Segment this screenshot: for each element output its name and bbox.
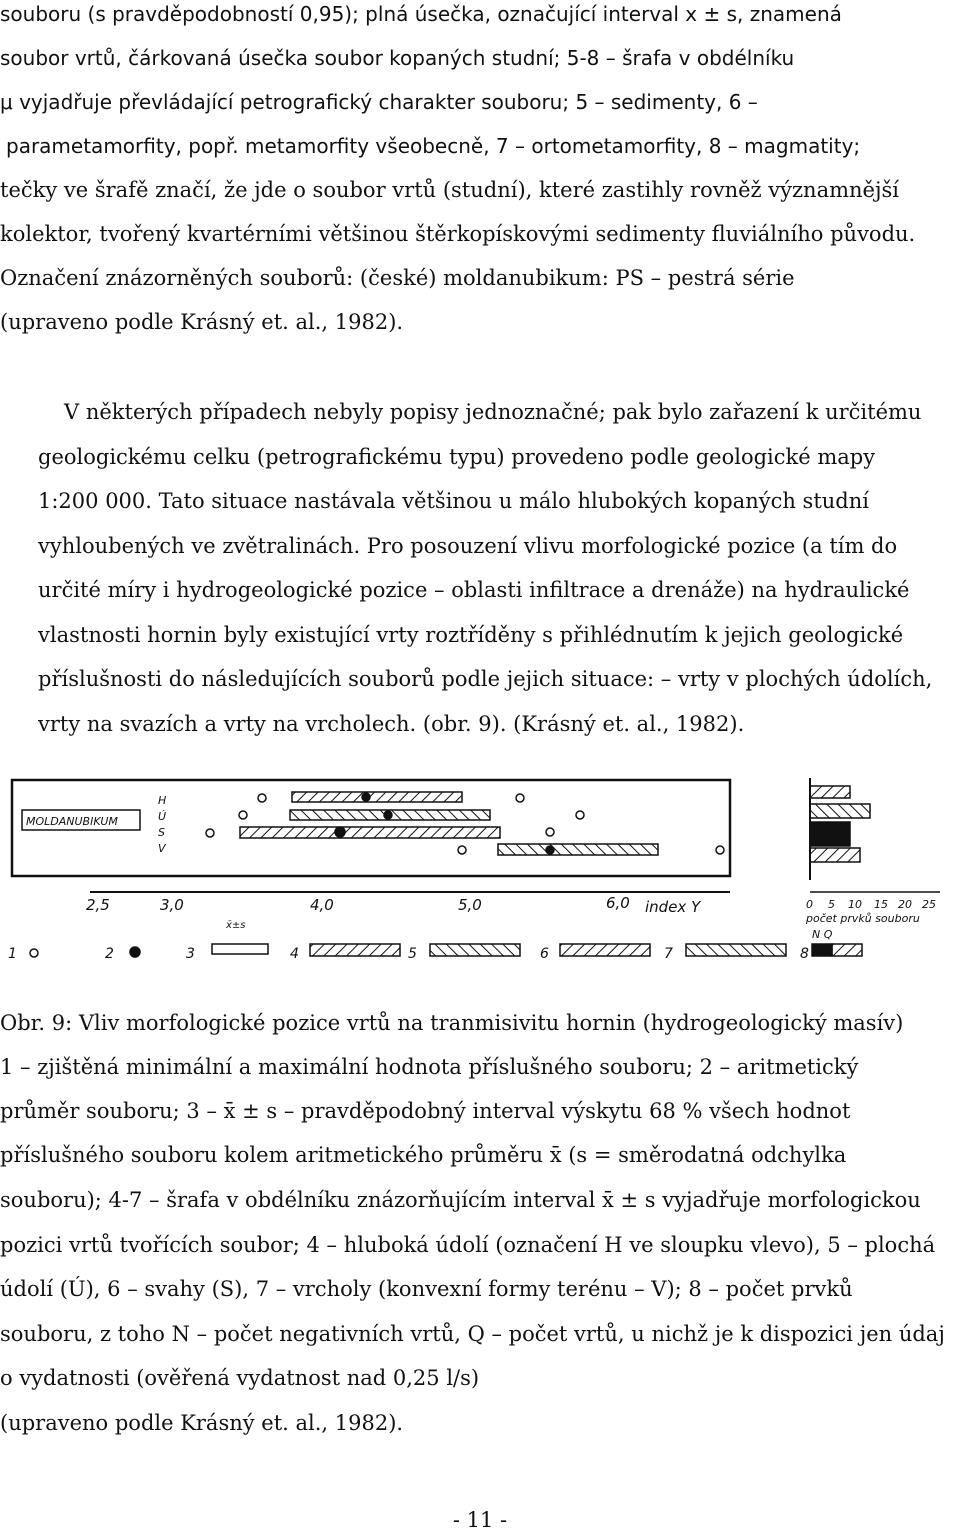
text-line <box>0 1364 479 1392</box>
count-legend: N Q <box>812 928 833 941</box>
line-text: příslušnosti do následujících souborů podle jejich situace: – vrty v plochých údolích, <box>38 667 933 691</box>
text-line <box>38 710 744 738</box>
row-u <box>239 810 584 820</box>
count-label: počet prvků souboru <box>806 912 920 925</box>
unit-label: MOLDANUBIKUM <box>26 815 118 828</box>
line-text: souboru); 4-7 – šrafa v obdélníku znázorňujícím interval x̄ ± s vyjadřuje morfologickou <box>0 1188 921 1212</box>
legend-number: 8 <box>800 946 809 962</box>
legend-number: 2 <box>105 946 114 962</box>
text-line <box>0 308 403 336</box>
line-text: o vydatnosti (ověřená vydatnost nad 0,25 l/s) <box>0 1366 480 1390</box>
text-line <box>0 1275 853 1303</box>
line-text: pozici vrtů tvořících soubor; 4 – hluboká údolí (označení H ve sloupku vlevo), 5 – plochá <box>0 1233 936 1257</box>
legend-number: 5 <box>408 946 417 962</box>
text-line <box>6 132 860 160</box>
tick-label: 2,5 <box>86 896 110 914</box>
line-text: Označení znázorněných souborů: (české) moldanubikum: PS – pestrá série <box>0 266 795 290</box>
line-text: 1:200 000. Tato situace nastávala většinou u málo hlubokých kopaných studní <box>38 489 869 513</box>
text-line <box>0 176 899 204</box>
line-text: příslušného souboru kolem aritmetického průměru x̄ (s = směrodatná odchylka <box>0 1143 847 1167</box>
text-line <box>38 621 903 649</box>
line-text: vrty na svazích a vrty na vrcholech. (obr. 9). (Krásný et. al., 1982). <box>38 712 745 736</box>
text-line <box>0 88 758 116</box>
figure-9-diagram <box>0 770 960 970</box>
text-line <box>0 1409 403 1437</box>
text-line <box>0 1231 935 1259</box>
text-line <box>0 264 795 292</box>
axis-label: index Y <box>645 898 701 916</box>
text-line <box>38 665 932 693</box>
figure-caption-title <box>0 1009 903 1037</box>
text-line <box>0 220 915 248</box>
count-tick: 5 <box>828 898 835 911</box>
line-text: (upraveno podle Krásný et. al., 1982). <box>0 310 404 334</box>
line-text: souboru, z toho N – počet negativních vrtů, Q – počet vrtů, u nichž je k dispozici jen údaj <box>0 1322 945 1346</box>
text-line <box>64 398 921 426</box>
line-text: průměr souboru; 3 – x̄ ± s – pravděpodobný interval výskytu 68 % všech hodnot <box>0 1099 851 1123</box>
row-s <box>206 827 554 838</box>
legend-number: 6 <box>540 946 549 962</box>
row-v <box>458 844 724 855</box>
side-letter-s: S <box>158 826 165 839</box>
count-histogram <box>810 778 870 880</box>
text-line <box>0 44 794 72</box>
line-text: soubor vrtů, čárkovaná úsečka soubor kopaných studní; 5-8 – šrafa v obdélníku <box>0 46 795 70</box>
text-line <box>38 576 909 604</box>
count-tick: 10 <box>848 898 862 911</box>
tick-label: 4,0 <box>310 896 334 914</box>
line-text: určité míry i hydrogeologické pozice – oblasti infiltrace a drenáže) na hydraulické <box>38 578 910 602</box>
line-text: vlastnosti hornin byly existující vrty roztříděny s přihlédnutím k jejich geologické <box>38 623 904 647</box>
line-text: (upraveno podle Krásný et. al., 1982). <box>0 1411 404 1435</box>
tick-label: 3,0 <box>160 896 184 914</box>
line-text: vyhloubených ve zvětralinách. Pro posouzení vlivu morfologické pozice (a tím do <box>38 534 898 558</box>
legend <box>8 920 862 962</box>
legend-interval: x̄±s <box>226 920 246 931</box>
text-line <box>38 532 897 560</box>
tick-label: 6,0 <box>606 894 630 912</box>
line-text: V některých případech nebyly popisy jednoznačné; pak bylo zařazení k určitému <box>64 400 922 424</box>
count-tick: 25 <box>922 898 936 911</box>
line-text: parametamorfity, popř. metamorfity všeobecně, 7 – ortometamorfity, 8 – magmatity; <box>6 134 861 158</box>
count-tick: 15 <box>874 898 888 911</box>
legend-number: 1 <box>8 946 17 962</box>
legend-number: 7 <box>664 946 673 962</box>
side-letter-h: H <box>158 794 167 807</box>
tick-label: 5,0 <box>458 896 482 914</box>
line-text: geologickému celku (petrografickému typu) provedeno podle geologické mapy <box>38 445 876 469</box>
line-text: souboru (s pravděpodobností 0,95); plná úsečka, označující interval x ± s, znamená <box>0 2 842 26</box>
count-tick: 20 <box>898 898 912 911</box>
caption-title-text: Obr. 9: Vliv morfologické pozice vrtů na tranmisivitu hornin (hydrogeologický masív) <box>0 1011 904 1035</box>
row-h <box>258 792 524 802</box>
side-letter-u: Ú <box>158 810 167 823</box>
legend-number: 3 <box>186 946 195 962</box>
text-line <box>0 1141 846 1169</box>
text-line <box>38 443 875 471</box>
line-text: kolektor, tvořený kvartérními většinou štěrkopískovými sedimenty fluviálního původu. <box>0 222 916 246</box>
text-line <box>0 0 958 28</box>
line-text: údolí (Ú), 6 – svahy (S), 7 – vrcholy (konvexní formy terénu – V); 8 – počet prvků <box>0 1277 853 1301</box>
text-line <box>0 1097 850 1125</box>
page-number: - 11 - <box>452 1508 508 1532</box>
count-tick: 0 <box>806 898 813 911</box>
line-text: tečky ve šrafě značí, že jde o soubor vrtů (studní), které zastihly rovněž významnější <box>0 178 899 202</box>
line-text: μ vyjadřuje převládající petrografický charakter souboru; 5 – sedimenty, 6 – <box>0 90 758 114</box>
text-line <box>38 487 869 515</box>
legend-number: 4 <box>290 946 299 962</box>
text-line <box>0 1053 858 1081</box>
text-line <box>0 1186 921 1214</box>
line-text: 1 – zjištěná minimální a maximální hodnota příslušného souboru; 2 – aritmetický <box>0 1055 859 1079</box>
side-letter-v: V <box>158 842 166 855</box>
text-line <box>0 1320 945 1348</box>
